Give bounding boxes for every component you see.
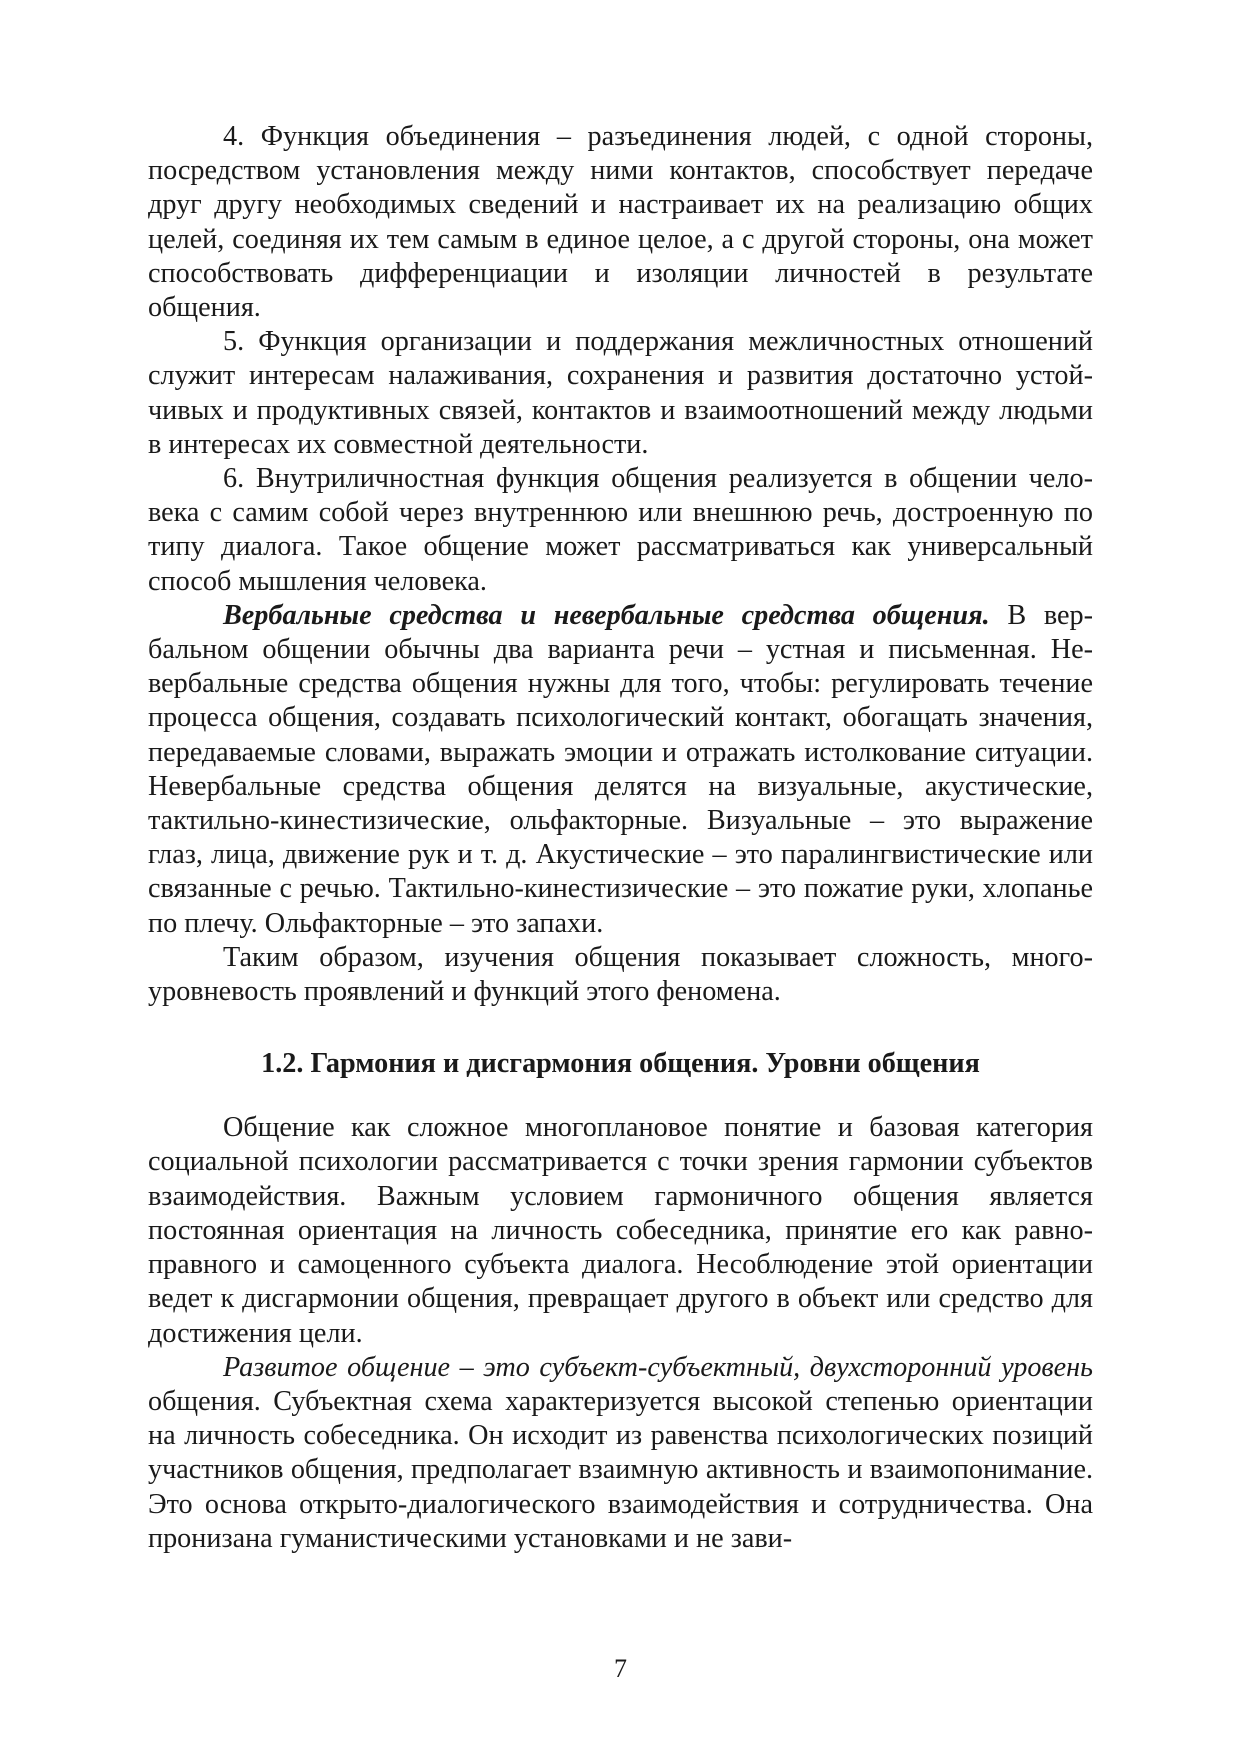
section-heading: 1.2. Гармония и дисгармония общения. Уровни общения: [261, 1048, 980, 1080]
paragraph-function-6: 6. Внутриличностная функция общения реализуется в общении человека с самим собой через внутреннюю или внешнюю речь, достроенную по типу диалога. Такое общение может рассматриваться как универсальный способ мышления человека.: [148, 463, 1093, 597]
paragraph-function-4: 4. Функция объединения – разъединения людей, с одной стороны, посредством установления между ними контактов, способствует передаче друг другу необходимых сведений и настраивает их на реализацию общих целей, соединяя их тем самым в единое целое, а с другой стороны, она может способствовать дифференциации и изоляции личностей в результате общения.: [148, 121, 1093, 324]
verbal-means-text: В вербальном общении обычны два варианта речи – устная и письменная. Невербальные средства общения нужны для того, чтобы: регулировать течение процесса общения, создавать психологический контакт, обогащать значения, передаваемые словами, выражать эмоции и отражать истолкование ситуации. Невербальные средства общения делятся на визуальные, акустические, тактильно-кинестизические, ольфакторные. Визуальные – это выражение глаз, лица, движение рук и т. д. Акустические – это паралингвистические или связанные с речью. Тактильно-кинестизические – это пожатие руки, хлопанье по плечу. Ольфакторные – это запахи.: [148, 599, 1093, 939]
page-number: 7: [614, 1654, 627, 1683]
verbal-means-term: Вербальные средства и невербальные средства общения.: [223, 599, 990, 631]
paragraph-verbal-means: [148, 599, 1093, 941]
developed-communication-text: общения. Субъектная схема характеризуется высокой степенью ориентации на личность собеседника. Он исходит из равенства психологических позиций участников общения, предполагает взаимную активность и взаимопонимание. Это основа открыто-диалогического взаимодействия и сотрудничества. Она пронизана гуманистическими установками и не зави-: [148, 1385, 1093, 1554]
page-body: [148, 120, 1093, 1556]
developed-communication-term: Развитое общение – это субъект-субъектный, двухсторонний уровень: [223, 1351, 1093, 1383]
paragraph-developed-communication: [148, 1351, 1093, 1556]
paragraph-summary: Таким образом, изучения общения показывает сложность, многоуровневость проявлений и функций этого феномена.: [148, 941, 1093, 1008]
paragraph-harmony: Общение как сложное многоплановое понятие и базовая категория социальной психологии рассматривается с точки зрения гармонии субъектов взаимодействия. Важным условием гармоничного общения является постоянная ориентация на личность собеседника, принятие его как равноправного и самоценного субъекта диалога. Несоблюдение этой ориентации ведет к дисгармонии общения, превращает другого в объект или средство для достижения цели.: [148, 1112, 1093, 1349]
paragraph-function-5: 5. Функция организации и поддержания межличностных отношений служит интересам налаживания, сохранения и развития достаточно устойчивых и продуктивных связей, контактов и взаимоотношений между людьми в интересах их совместной деятельности.: [148, 326, 1093, 460]
